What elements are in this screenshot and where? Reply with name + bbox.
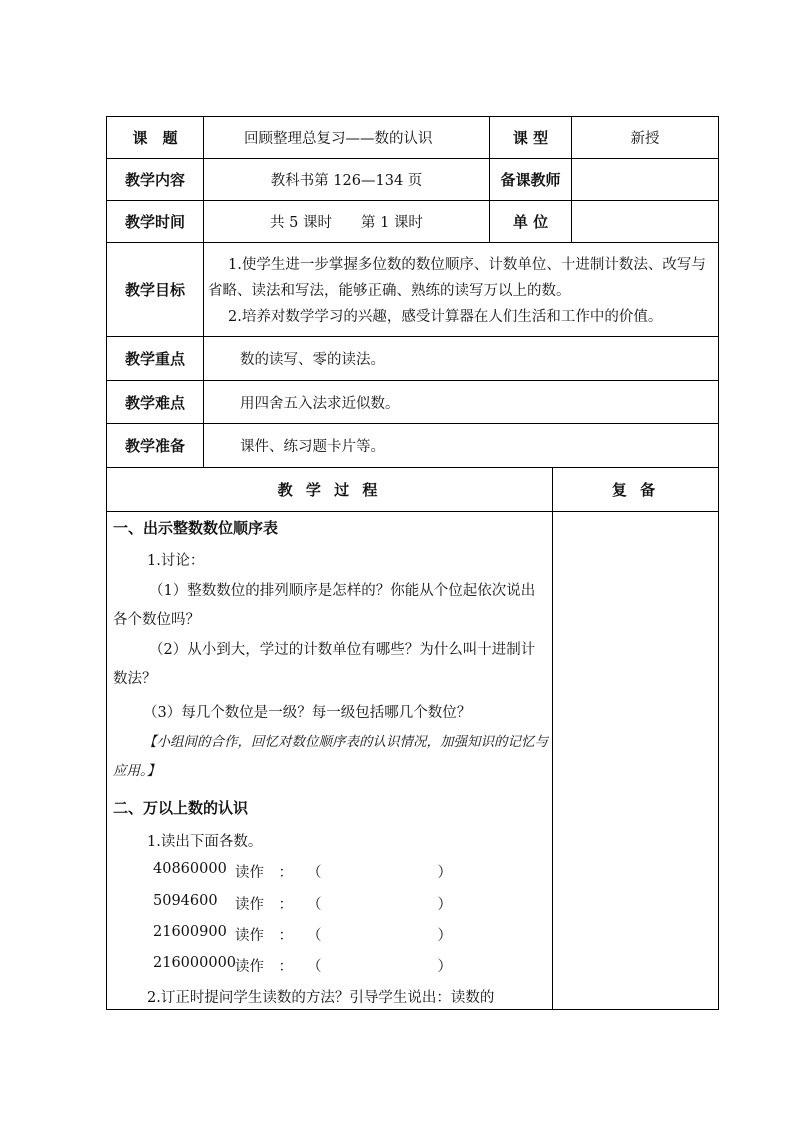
topic-value: 回顾整理总复习——数的认识 <box>244 131 433 147</box>
read-label: 读作 ： <box>235 865 293 881</box>
correction-text: 2.订正时提问学生读数的方法？引导学生说出：读数的 <box>147 990 495 1006</box>
row-divider <box>107 511 718 512</box>
time-label: 教学时间 <box>124 213 185 231</box>
preparation-value: 课件、练习题卡片等。 <box>240 439 385 455</box>
read-label: 读作 ： <box>235 897 293 913</box>
unit-value <box>572 201 718 242</box>
goals-line-2: 2.培养对数学学习的兴趣，感受计算器在人们生活和工作中的价值。 <box>228 309 663 325</box>
section-2-title: 二、万以上数的认识 <box>113 799 249 817</box>
process-header: 教 学 过 程 <box>277 481 382 499</box>
teacher-value <box>572 159 718 200</box>
difficulty-value: 用四舍五入法求近似数。 <box>240 395 400 412</box>
read-task: 1.读出下面各数。 <box>147 834 263 850</box>
key-points-label: 教学重点 <box>124 350 185 368</box>
lesson-plan-table <box>106 116 719 1010</box>
number-value: 40860000 <box>153 861 227 877</box>
key-points-value: 数的读写、零的读法。 <box>240 352 385 368</box>
topic-label: 课 题 <box>132 129 178 147</box>
question-2: （2）从小到大，学过的计数单位有哪些？为什么叫十进制计数法？ <box>113 642 536 687</box>
content-label: 教学内容 <box>124 171 185 189</box>
answer-blank: （ ） <box>307 865 452 881</box>
type-label: 课 型 <box>512 129 549 147</box>
answer-blank: （ ） <box>307 928 452 944</box>
teaching-note: 【小组间的合作，回忆对数位顺序表的认识情况，加强知识的记忆与应用。】 <box>113 734 548 779</box>
goals-label: 教学目标 <box>124 281 185 299</box>
column-divider <box>552 467 553 1009</box>
preparation-label: 教学准备 <box>124 437 185 455</box>
read-label: 读作 ： <box>235 959 293 975</box>
teacher-label: 备课教师 <box>500 171 561 189</box>
number-value: 216000000 <box>153 955 237 971</box>
section-1-title: 一、出示整数数位顺序表 <box>113 519 279 537</box>
time-value: 共 5 课时 第 1 课时 <box>270 215 423 231</box>
read-label: 读作 ： <box>235 928 293 944</box>
answer-blank: （ ） <box>307 959 452 975</box>
review-header: 复 备 <box>611 481 660 499</box>
content-value: 教科书第 126—134 页 <box>270 173 423 189</box>
goals-line-1: 1.使学生进一步掌握多位数的数位顺序、计数单位、十进制计数法、改写与省略、读法和写法，能够正确、熟练的读写万以上的数。 <box>208 257 706 299</box>
unit-label: 单 位 <box>512 213 549 231</box>
discuss-label: 1.讨论： <box>147 553 205 569</box>
question-1: （1）整数数位的排列顺序是怎样的？你能从个位起依次说出各个数位吗？ <box>113 583 536 628</box>
answer-blank: （ ） <box>307 897 452 913</box>
type-value: 新授 <box>630 131 660 147</box>
question-3: （3）每几个数位是一级？每一级包括哪几个数位？ <box>143 705 472 721</box>
number-value: 5094600 <box>153 893 218 909</box>
difficulty-label: 教学难点 <box>124 393 185 412</box>
number-value: 21600900 <box>153 924 227 940</box>
